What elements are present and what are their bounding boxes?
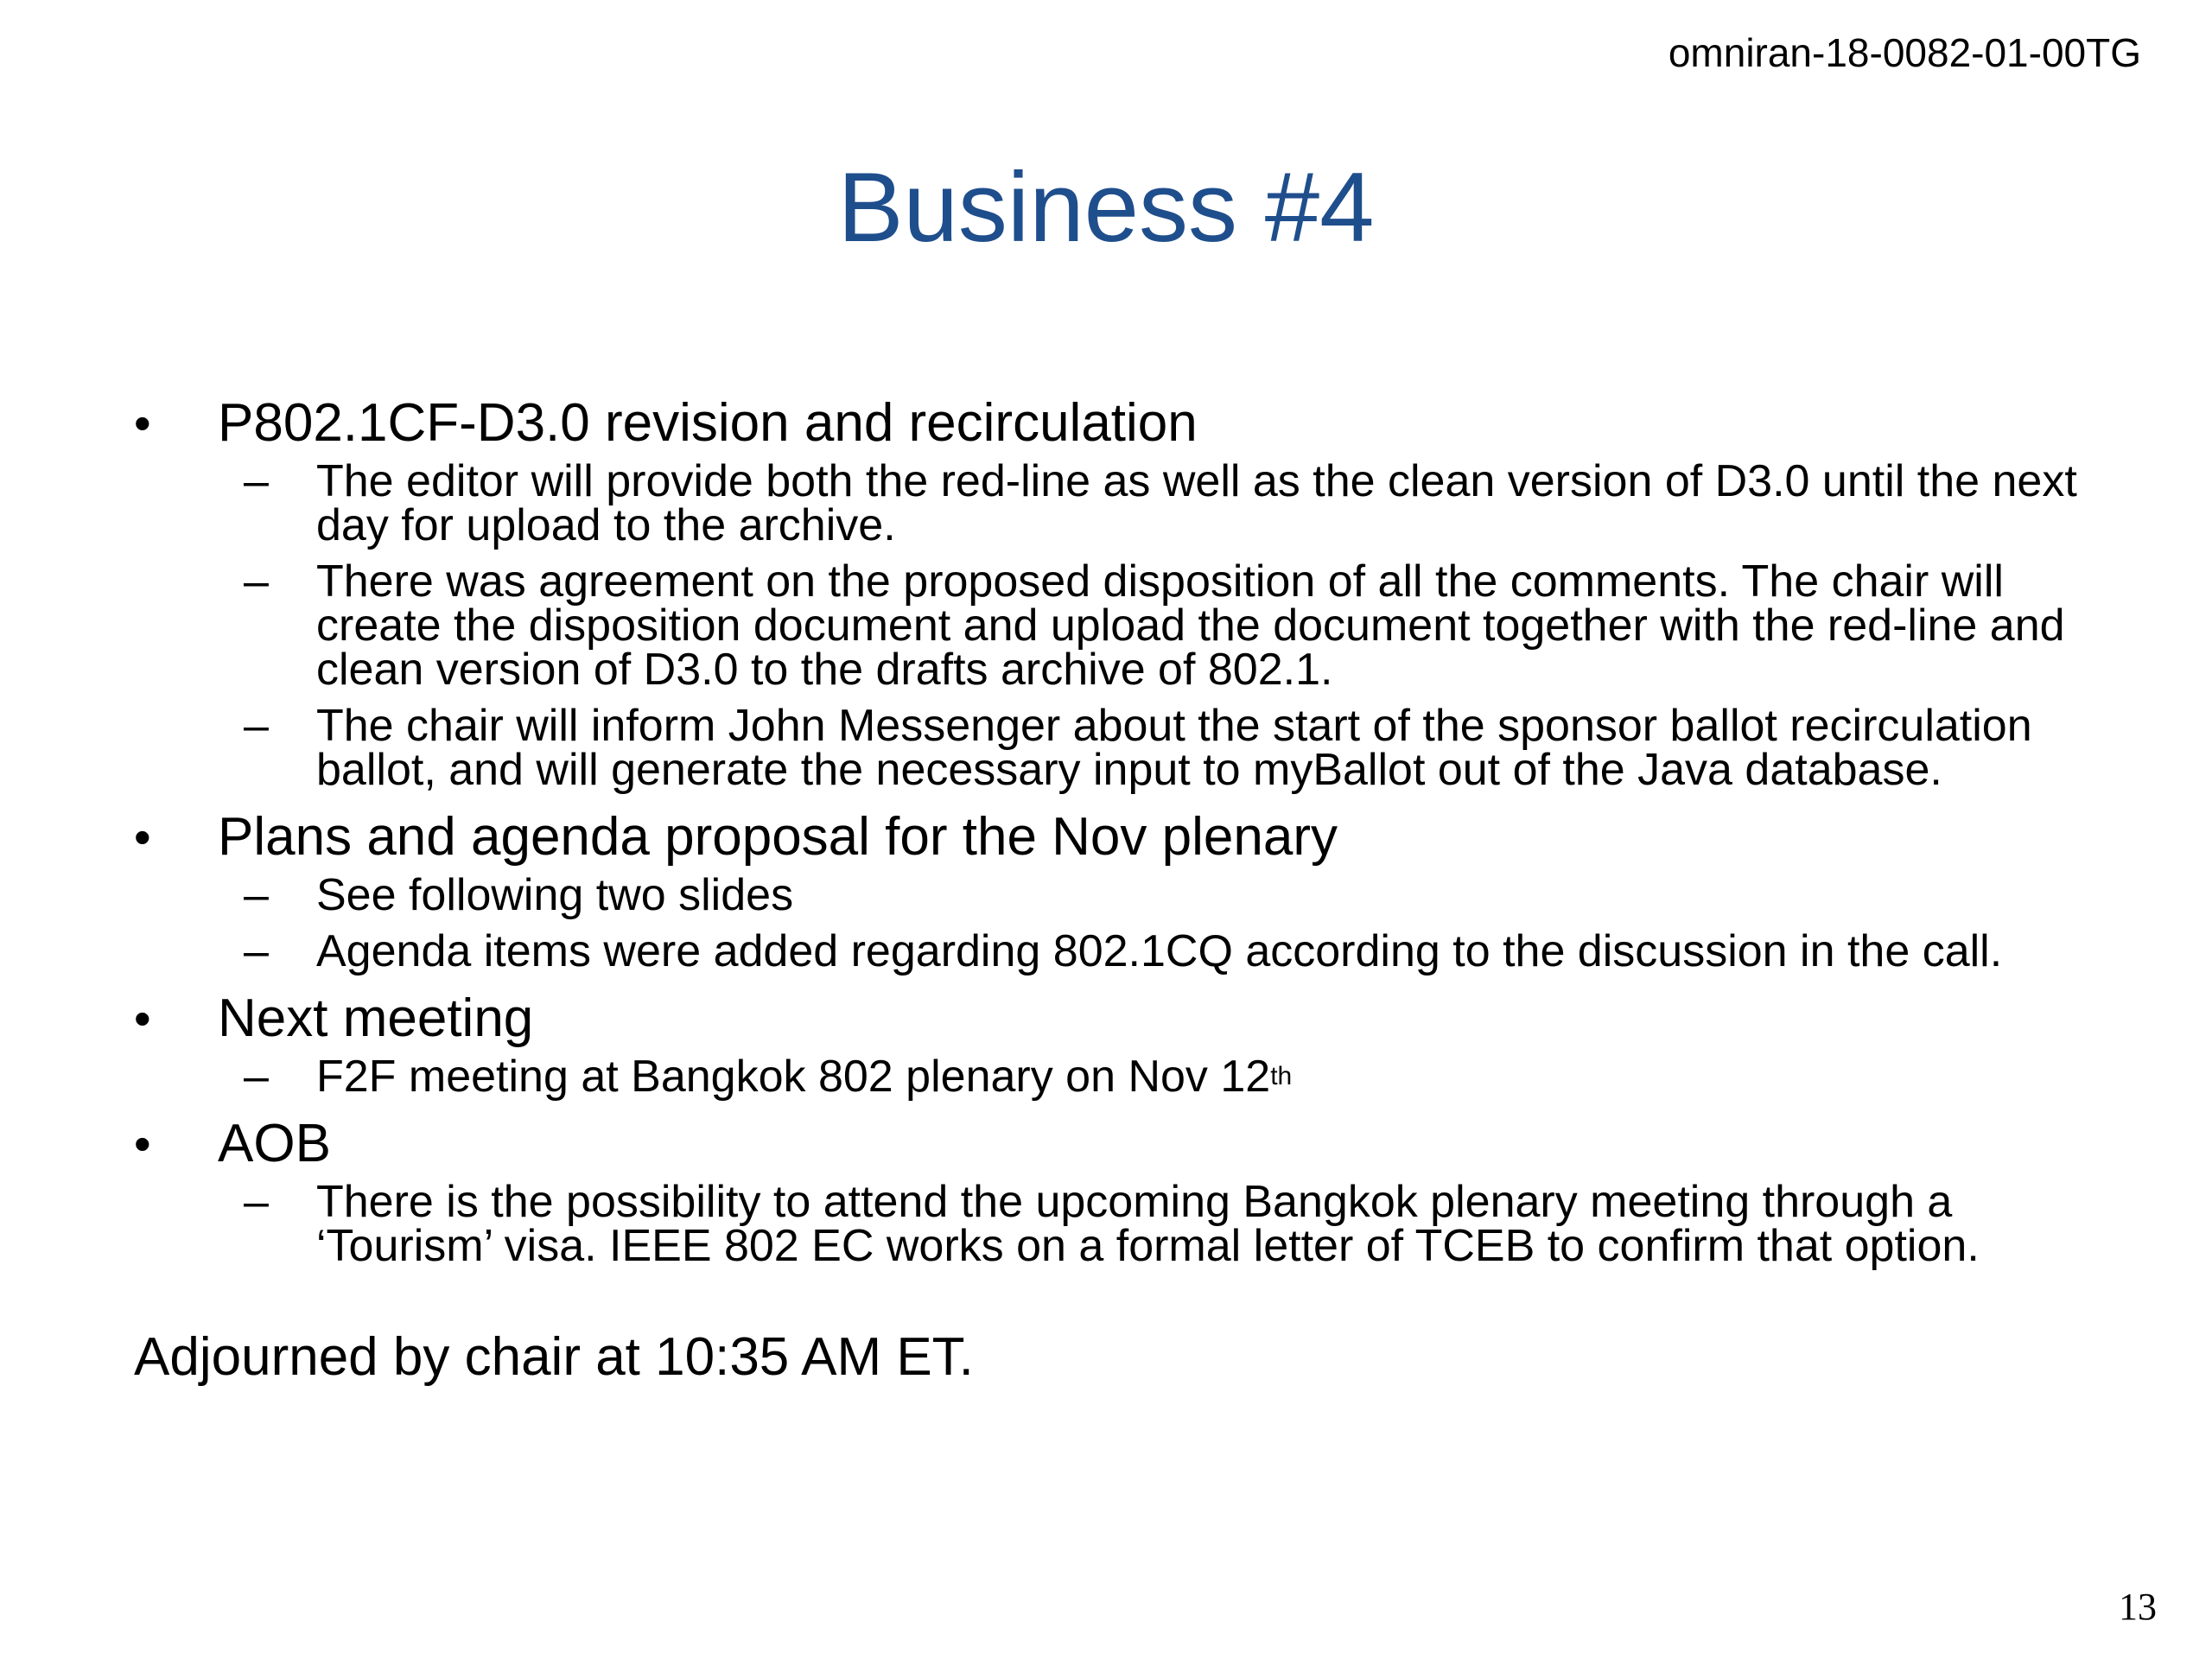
sub-item-text: See following two slides [316,870,794,920]
dash-marker: – [244,870,269,920]
sub-item-text: There is the possibility to attend the upcoming Bangkok plenary meeting through a ‘Tourism’ visa. IEEE 802 EC works on a formal letter of TCEB to confirm that option. [316,1177,1980,1271]
bullet-text: Plans and agenda proposal for the Nov plenary [218,807,1338,867]
bullet-text: AOB [218,1114,331,1173]
dash-marker: – [244,701,269,751]
sub-list [0,870,2212,976]
sub-item [0,701,2212,795]
closing-statement: Adjourned by chair at 10:35 AM ET. [134,1327,974,1387]
sub-item-text: The chair will inform John Messenger about the start of the sponsor ballot recirculation ballot, and will generate the necessary input to myBallot out of the Java database. [316,701,2032,795]
dash-marker: – [244,1052,269,1102]
document-id: omniran-18-0082-01-00TG [1668,30,2141,75]
bullet-marker: • [134,991,151,1046]
sub-item [0,870,2212,920]
bullet-marker: • [134,810,151,864]
bullet-text: Next meeting [218,988,534,1048]
sub-item-text: There was agreement on the proposed disposition of all the comments. The chair will create the disposition document and upload the document together with the red-line and clean version of D3.0 to the drafts archive of 802.1. [316,556,2065,695]
sub-item [0,926,2212,976]
sub-list [0,1052,2212,1102]
sub-item [0,1052,2212,1102]
bullet-marker: • [134,1116,151,1171]
bullet-item [0,391,2212,456]
bullet-marker: • [134,396,151,450]
sub-list [0,456,2212,795]
dash-marker: – [244,1177,269,1227]
sub-item [0,1177,2212,1271]
sub-list [0,1177,2212,1271]
sub-item-text: The editor will provide both the red-line as well as the clean version of D3.0 until the next day for upload to the archive. [316,456,2077,550]
sub-item [0,456,2212,550]
bullet-item [0,1111,2212,1177]
bullet-text: P802.1CF-D3.0 revision and recirculation [218,393,1198,453]
slide-title: Business #4 [837,153,1375,263]
dash-marker: – [244,556,269,607]
bullet-list [0,391,2212,1281]
sub-item [0,556,2212,695]
page-number: 13 [2119,1586,2157,1628]
dash-marker: – [244,926,269,976]
sub-item-text: F2F meeting at Bangkok 802 plenary on Nov 12 [316,1052,1271,1102]
ordinal-suffix: th [1270,1062,1293,1090]
sub-item-text: Agenda items were added regarding 802.1CQ according to the discussion in the call. [316,926,2003,976]
bullet-item [0,804,2212,870]
dash-marker: – [244,456,269,506]
bullet-item [0,986,2212,1052]
